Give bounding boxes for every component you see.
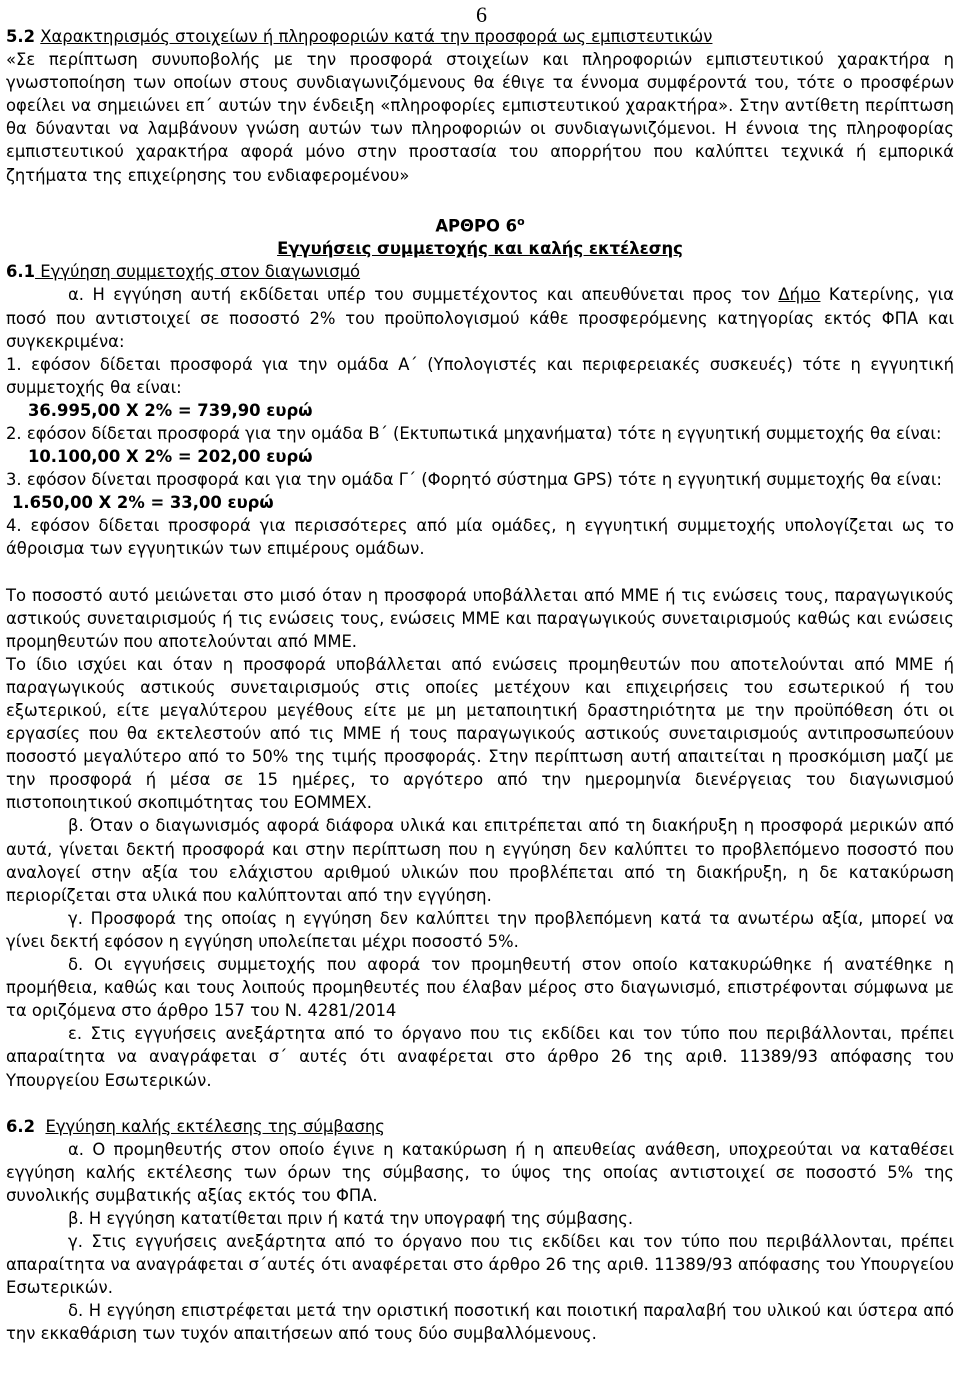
document-body [6,25,954,1346]
section-6-2-gamma: γ. Στις εγγυήσεις ανεξάρτητα από το όργανο που τις εκδίδει και τον τύπο που περιβάλλονται, πρέπει απαραίτητα να αναγράφεται σ΄αυτές ότι αναφέρεται στο άρθρο 26 της αριθ. 11389/93 απόφασης του Υπουργείου Εσωτερικών. [6,1232,954,1298]
spacer [6,561,954,584]
amount-1: 36.995,00 Χ 2% = 739,90 ευρώ [28,400,313,420]
section-5-2-heading [6,25,954,48]
page-number: 6 [476,2,487,27]
section-6-2-delta: δ. Η εγγύηση επιστρέφεται μετά την οριστική ποσοτική και ποιοτική παραλαβή του υλικού και ύστερα από την εκκαθάριση των τυχόν απαιτήσεων από τους δύο συμβαλλόμενους. [6,1301,954,1344]
spacer [6,1092,954,1115]
section-6-2-number: 6.2 [6,1116,36,1136]
section-6-1-number: 6.1 [6,262,36,282]
article-title [6,210,954,238]
section-5-2-title: Χαρακτηρισμός στοιχείων ή πληροφοριών κατά την προσφορά ως εμπιστευτικών [40,27,713,46]
alpha-rest: Κατερίνης, για ποσό που αντιστοιχεί σε ποσοστό 2% του προϋπολογισμού κάθε προσφερόμενης κατηγορίας εκτός ΦΠΑ και συγκεκριμένα: [6,285,954,351]
amount-3: 1.650,00 Χ 2% = 33,00 ευρώ [12,493,274,513]
same-applies-paragraph: Το ίδιο ισχύει και όταν η προσφορά υποβάλλεται από ενώσεις προμηθευτών που αποτελούνται από ΜΜΕ ή παραγωγικούς αστικούς συνεταιρισμούς στις οποίες μετέχουν και επιχειρήσεις του εσωτερικού ή του εξωτερικού, είτε μεγαλύτερου μεγέθους είτε με μη μεταποιητική δραστηριότητα με την προϋπόθεση ότι οι εργασίες που θα εκτελεστούν από τις ΜΜΕ ή τους παραγωγικούς αστικούς συνεταιρισμούς αντιπροσωπεύουν ποσοστό μεγαλύτερο από το 50% της τιμής προσφοράς. Στην περίπτωση αυτή απαιτείται η προσκόμιση μαζί με την προσφορά ή μέσα σε 15 ημέρες, το αργότερο από την ημερομηνία διενέργειας του διαγωνισμού πιστοποιητικού σκοπιμότητας του ΕΟΜΜΕΧ. [6,654,954,813]
article-title-superscript: ο [517,214,525,228]
alpha-recipient: Δήμο [778,285,821,305]
reduction-paragraph: Το ποσοστό αυτό μειώνεται στο μισό όταν η προσφορά υποβάλλεται από ΜΜΕ ή τις ενώσεις τους, παραγωγικούς αστικούς συνεταιρισμούς ή τις ενώσεις τους, ενώσεις ΜΜΕ και παραγωγικούς συνεταιρισμούς καθώς και ενώσεις προμηθευτών που αποτελούνται από ΜΜΕ. [6,585,954,651]
section-6-2-title: Εγγύηση καλής εκτέλεσης της σύμβασης [45,1116,385,1136]
section-6-1-epsilon: ε. Στις εγγυήσεις ανεξάρτητα από το όργανο που τις εκδίδει και τον τύπο που περιβάλλονται, πρέπει απαραίτητα να αναγράφεται σ΄ αυτές ότι αναφέρεται στο άρθρο 26 της αριθ. 11389/93 απόφασης του Υπουργείου Εσωτερικών. [6,1024,954,1090]
list-item-2: 2. εφόσον δίδεται προσφορά για την ομάδα Β΄ (Εκτυπωτικά μηχανήματα) τότε η εγγυητική συμμετοχής θα είναι: [6,423,942,443]
section-6-1-gamma: γ. Προσφορά της οποίας η εγγύηση δεν καλύπτει την προβλεπόμενη κατά τα ανωτέρω αξία, μπορεί να γίνει δεκτή εφόσον η εγγύηση υπολείπεται μέχρι ποσοστό 5%. [6,908,954,951]
section-6-1-title: Εγγύηση συμμετοχής στον διαγωνισμό [35,262,361,282]
section-5-2-paragraph: «Σε περίπτωση συνυποβολής με την προσφορά στοιχείων και πληροφοριών εμπιστευτικού χαρακτήρα η γνωστοποίηση των οποίων στους συνδιαγωνιζόμενους θα έθιγε τα έννομα συμφέροντά του, τότε ο προσφέρων οφείλει να σημειώνει επ΄ αυτών την ένδειξη «πληροφορίες εμπιστευτικού χαρακτήρα». Στην αντίθετη περίπτωση θα δύνανται να λαμβάνουν γνώση αυτών των πληροφοριών οι συνδιαγωνιζόμενοι. Η έννοια της πληροφορίας εμπιστευτικού χαρακτήρα αφορά μόνο στην προστασία του απορρήτου που καλύπτει τεχνικά ή εμπορικά ζητήματα της επιχείρησης του ενδιαφερομένου» [6,50,954,185]
list-item-1: 1. εφόσον δίδεται προσφορά για την ομάδα Α΄ (Υπολογιστές και περιφερειακές συσκευές) τότε η εγγυητική συμμετοχής θα είναι: [6,354,954,397]
list-item-4: 4. εφόσον δίδεται προσφορά για περισσότερες από μία ομάδες, η εγγυητική συμμετοχής υπολογίζεται ως το άθροισμα των εγγυητικών των επιμέρους ομάδων. [6,516,954,559]
section-6-2-beta: β. Η εγγύηση κατατίθεται πριν ή κατά την υπογραφή της σύμβασης. [68,1208,634,1228]
list-item-3: 3. εφόσον δίνεται προσφορά και για την ομάδα Γ΄ (Φορητό σύστημα GPS) τότε η εγγυητική συμμετοχής θα είναι: [6,470,942,490]
amount-2: 10.100,00 Χ 2% = 202,00 ευρώ [28,447,313,467]
section-5-2-number: 5.2 [6,27,36,46]
article-title-text: ΑΡΘΡΟ 6 [435,216,518,236]
section-6-1-alpha [6,283,954,352]
article-subtitle: Εγγυήσεις συμμετοχής και καλής εκτέλεσης [277,239,683,259]
section-6-2-alpha: α. Ο προμηθευτής στον οποίο έγινε η κατακύρωση ή η απευθείας ανάθεση, υποχρεούται να καταθέσει εγγύηση καλής εκτέλεσης των όρων της σύμβασης, το ύψος της οποίας αντιστοιχεί σε ποσοστό 5% της συνολικής συμβατικής αξίας εκτός του ΦΠΑ. [6,1139,954,1205]
section-6-1-beta: β. Όταν ο διαγωνισμός αφορά διάφορα υλικά και επιτρέπεται από τη διακήρυξη η προσφορά μερικών από αυτά, γίνεται δεκτή προσφορά και στην περίπτωση που η εγγύηση δεν καλύπτει το προβλεπόμενο ποσοστό που αναλογεί στην αξία του ελάχιστου αριθμού υλικών που προβλέπεται από τη διακήρυξη, η δε κατακύρωση περιορίζεται στα υλικά που καλύπτονται από την εγγύηση. [6,816,954,905]
alpha-start: α. Η εγγύηση αυτή εκδίδεται υπέρ του συμμετέχοντος και απευθύνεται προς τον [68,285,779,305]
section-6-1-delta: δ. Οι εγγυήσεις συμμετοχής που αφορά τον προμηθευτή στον οποίο κατακυρώθηκε ή ανατέθηκε η προμήθεια, καθώς και τους λοιπούς προμηθευτές που έλαβαν μέρος στο διαγωνισμό, επιστρέφονται σύμφωνα με τα οριζόμενα στο άρθρο 157 του Ν. 4281/2014 [6,955,954,1021]
spacer [6,187,954,210]
section-6-2-heading [6,1115,954,1138]
section-6-1-heading [6,260,954,283]
